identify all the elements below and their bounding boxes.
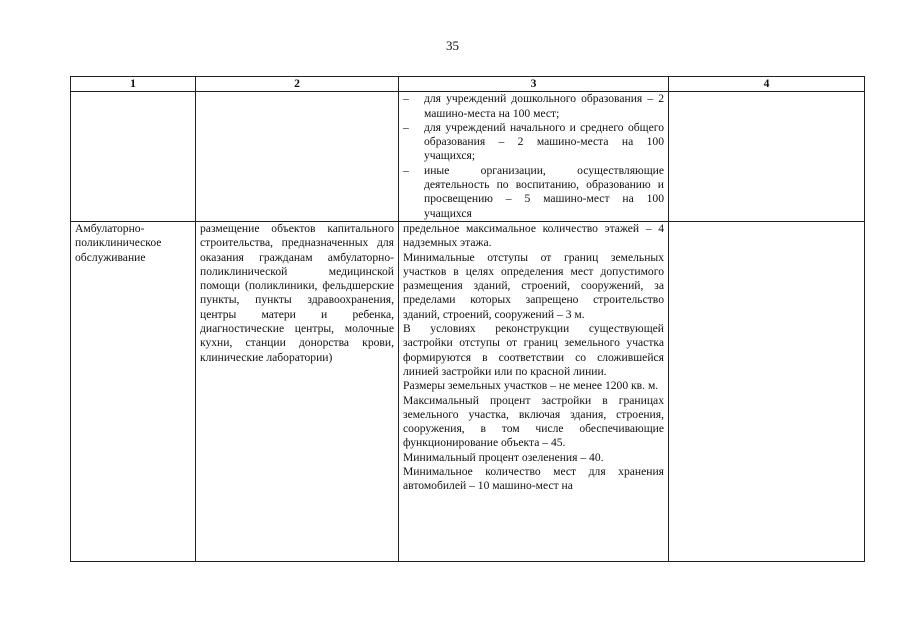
header-col-1: 1 <box>71 77 196 92</box>
dash-marker: – <box>403 120 409 134</box>
cell-r1-c1 <box>71 92 196 222</box>
cell-r2-c4 <box>669 221 865 561</box>
header-col-2: 2 <box>196 77 399 92</box>
list-item-text: иные организации, осуществляющие деятельность по воспитанию, образованию и просвещению – 5 машино-мест на 100 учащихся <box>424 163 664 220</box>
cell-r1-c2 <box>196 92 399 222</box>
list-item <box>403 164 664 221</box>
cell-r2-c2: размещение объектов капитального строительства, предназначенных для оказания гражданам амбулаторно-поликлинической медицинской помощи (поликлиники, фельдшерские пункты, пункты здравоохранения, центры матери и ребенка, диагностические центры, молочные кухни, станции донорства крови, клинические лаборатории) <box>196 221 399 561</box>
list-item <box>403 92 664 121</box>
paragraph: Максимальный процент застройки в границах земельного участка, включая здания, строения, сооружения, в том числе обеспечивающие функционирование объекта – 45. <box>403 393 664 450</box>
list-item <box>403 121 664 164</box>
header-col-3: 3 <box>399 77 669 92</box>
paragraph: предельное максимальное количество этажей – 4 надземных этажа. <box>403 221 664 250</box>
parking-norms-list <box>403 92 664 221</box>
header-col-4: 4 <box>669 77 865 92</box>
list-item-text: для учреждений начального и среднего общего образования – 2 машино-места на 100 учащихся; <box>424 120 664 163</box>
paragraph: Минимальные отступы от границ земельных участков в целях определения мест допустимого размещения зданий, строений, сооружений, за пределами которых запрещено строительство зданий, строений, сооружений – 3 м. <box>403 250 664 321</box>
cell-r2-c1: Амбулаторно-поликлиническое обслуживание <box>71 221 196 561</box>
paragraph: Размеры земельных участков – не менее 1200 кв. м. <box>403 379 659 393</box>
paragraph: Минимальное количество мест для хранения автомобилей – 10 машино-мест на <box>403 465 664 493</box>
cell-r1-c4 <box>669 92 865 222</box>
regulations-table <box>70 76 865 562</box>
table-row <box>71 92 865 222</box>
paragraph: Минимальный процент озеленения – 40. <box>403 450 604 464</box>
table-header-row <box>71 77 865 92</box>
paragraph: В условиях реконструкции существующей застройки отступы от границ земельного участка формируются в соответствии со сложившейся линией застройки или по красной линии. <box>403 322 664 378</box>
table-row <box>71 221 865 561</box>
dash-marker: – <box>403 163 409 177</box>
cell-r1-c3 <box>399 92 669 222</box>
list-item-text: для учреждений дошкольного образования – 2 машино-места на 100 мест; <box>424 92 664 120</box>
page-number: 35 <box>446 38 459 53</box>
dash-marker: – <box>403 92 409 106</box>
cell-r2-c3 <box>399 221 669 561</box>
